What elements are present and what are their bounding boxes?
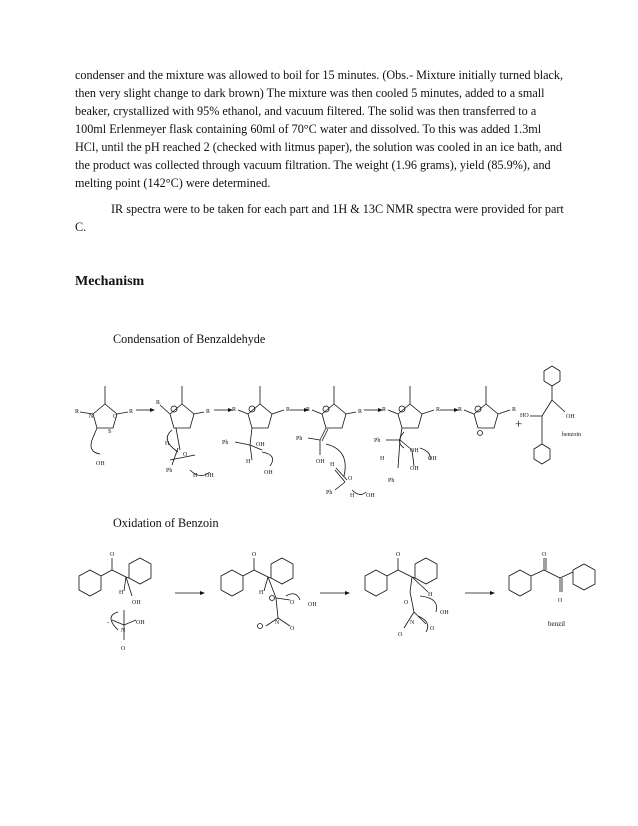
benzil-label: benzil [548, 620, 566, 628]
atom-label: Ph [166, 468, 173, 474]
atom-label: H [428, 592, 433, 598]
atom-label: H [350, 493, 355, 499]
atom-label: O [348, 476, 353, 482]
atom-label: OH [132, 600, 141, 606]
atom-label: R [232, 407, 237, 413]
subheading-oxidation: Oxidation of Benzoin [113, 516, 219, 530]
atom-label: R [458, 407, 463, 413]
atom-label: OH [410, 466, 419, 472]
atom-label: R [156, 400, 161, 406]
s-label: S [108, 429, 112, 435]
atom-label: O [290, 626, 295, 632]
plus-sign: + [515, 416, 523, 431]
atom-label: Ph [296, 436, 303, 442]
atom-label: OH [136, 620, 145, 626]
atom-label: O [542, 552, 547, 558]
thiazolium-structure-5 [374, 386, 440, 484]
atom-label: H [193, 473, 198, 479]
atom-label: O [252, 552, 257, 558]
paragraph-procedure [75, 66, 565, 192]
atom-label: O [290, 600, 295, 606]
atom-label: OH [566, 414, 575, 420]
atom-label: R [512, 407, 517, 413]
atom-label: - [107, 620, 109, 626]
section-heading-mechanism: Mechanism [75, 274, 145, 289]
atom-label: N [410, 620, 415, 626]
benzil-structure [509, 552, 595, 628]
atom-label: O [398, 632, 403, 638]
atom-label: O [121, 646, 126, 652]
atom-label: OH [256, 442, 265, 448]
thiazolium-structure-3 [222, 386, 290, 476]
condensation-mechanism-scheme [0, 360, 638, 510]
atom-label: N [121, 628, 126, 634]
benzoin-nitrate-structure-b [221, 552, 317, 632]
subheading-condensation: Condensation of Benzaldehyde [113, 332, 266, 346]
atom-label: OH [440, 610, 449, 616]
atom-label: OH [264, 470, 273, 476]
atom-label: OH [316, 459, 325, 465]
atom-label: O [396, 552, 401, 558]
c-label: C [113, 414, 118, 420]
oh-label: OH [96, 461, 105, 467]
atom-label: O [558, 598, 563, 604]
r-label: R [75, 409, 80, 415]
atom-label: R [358, 409, 363, 415]
paragraph-procedure-text: condenser and the mixture was allowed to boil for 15 minutes. (Obs.- Mixture initially turned black, then very slight change to dark brown) The mixture was then cooled 5 minutes, added to a small beaker, crystallized with 95% ethanol, and vacuum filtered. The solid was then transferred to a 100ml Erlenmeyer flask containing 60ml of 70°C water and dissolved. To this was added 1.3ml HCl, until the pH reached 2 (checked with litmus paper), the solution was cooled in an ice bath, and the product was collected through vacuum filtration. The weight (1.96 grams), yield (85.9%), and melting point (142°C) were determined. [75, 68, 564, 190]
benzoin-nitrate-structure-c [365, 552, 449, 638]
benzoin-structure [520, 366, 581, 464]
atom-label: R [286, 407, 291, 413]
oxidation-mechanism-scheme [0, 545, 638, 665]
atom-label: HO [520, 413, 529, 419]
atom-label: O [404, 600, 409, 606]
atom-label: H [119, 590, 124, 596]
benzoin-nitrate-structure-a [79, 552, 151, 652]
atom-label: N [275, 620, 280, 626]
atom-label: O [110, 552, 115, 558]
paragraph-spectra-text: IR spectra were to be taken for each part and 1H & 13C NMR spectra were provided for part C. [75, 202, 564, 234]
thiazolium-structure-6 [458, 386, 516, 436]
atom-label: Ph [222, 440, 229, 446]
paragraph-spectra [75, 200, 565, 236]
atom-label: H [380, 456, 385, 462]
atom-label: OH [428, 456, 437, 462]
atom-label: OH [205, 473, 214, 479]
benzoin-label: benzoin [562, 432, 581, 438]
atom-label: Ph [388, 478, 395, 484]
atom-label: OH [308, 602, 317, 608]
atom-label: R [436, 407, 441, 413]
atom-label: R [306, 407, 311, 413]
atom-label: R [382, 407, 387, 413]
atom-label: OH [410, 448, 419, 454]
atom-label: Ph [326, 490, 333, 496]
thiazolium-structure-4 [296, 386, 375, 499]
n-label: N [89, 414, 94, 420]
thiazolium-structure-1 [75, 386, 133, 467]
atom-label: H [246, 459, 251, 465]
atom-label: H [330, 462, 335, 468]
atom-label: O [183, 452, 188, 458]
atom-label: H [165, 441, 170, 447]
atom-label: O [430, 626, 435, 632]
atom-label: H [259, 590, 264, 596]
atom-label: OH [366, 493, 375, 499]
thiazolium-structure-2 [156, 386, 214, 479]
atom-label: R [206, 409, 211, 415]
r-label: R [129, 409, 134, 415]
atom-label: Ph [374, 438, 381, 444]
